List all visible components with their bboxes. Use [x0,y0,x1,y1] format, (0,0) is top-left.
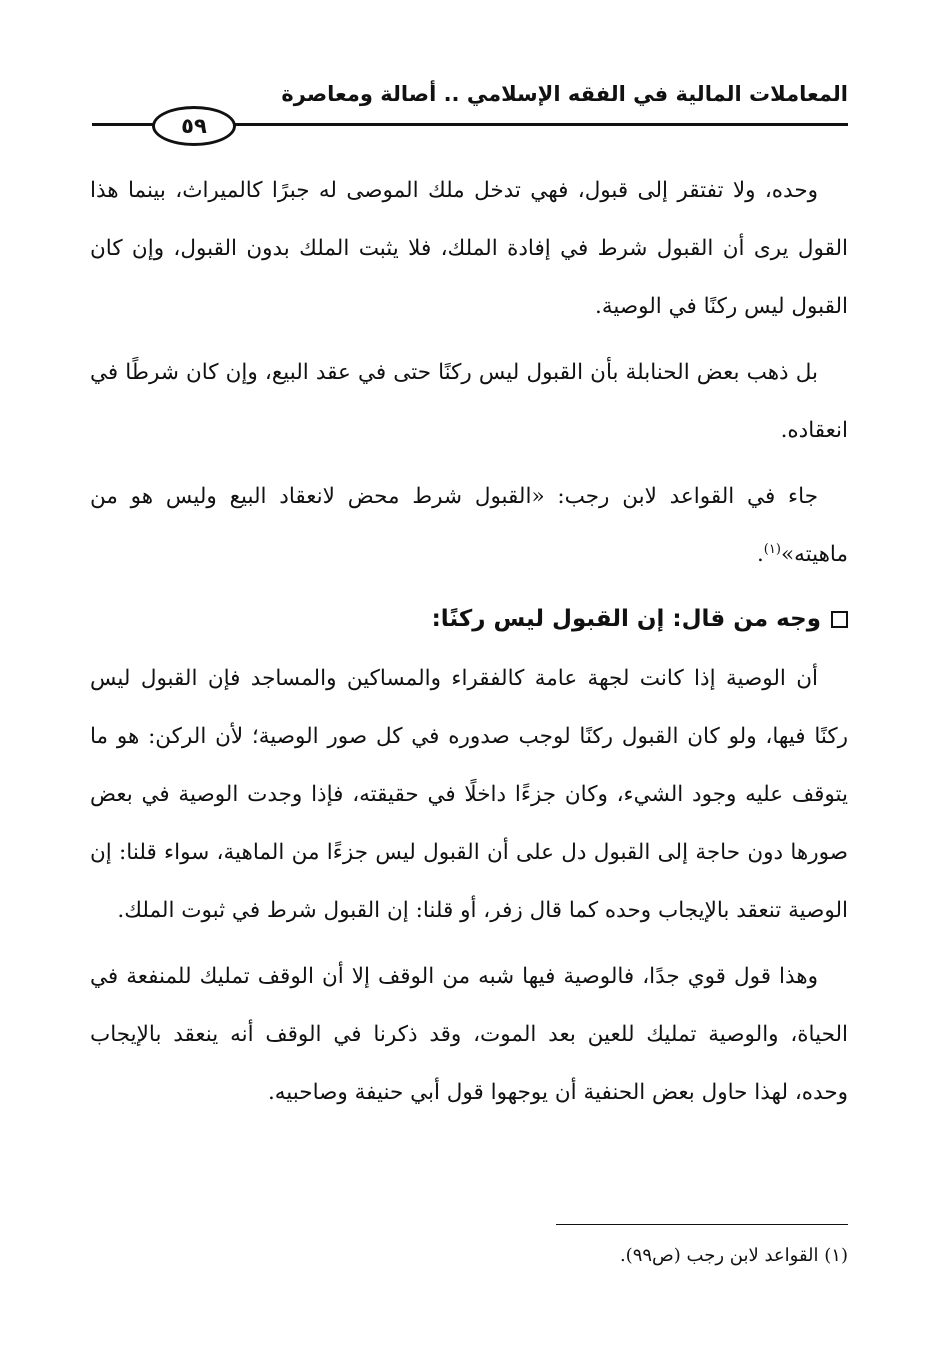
quotation-end: . [756,542,764,567]
paragraph-5: وهذا قول قوي جدًا، فالوصية فيها شبه من الوقف إلا أن الوقف تمليك للمنفعة في الحياة، والوصية تمليك للعين بعد الموت، وقد ذكرنا في الوقف أنه ينعقد بالإيجاب وحده، لهذا حاول بعض الحنفية أن يوجهوا قول أبي حنيفة وصاحبيه. [90,964,848,1105]
footnote-reference: (١) [763,541,781,557]
section-heading-text: وجه من قال: إن القبول ليس ركنًا: [431,606,821,632]
section-heading [90,590,848,648]
footnote: (١) القواعد لابن رجب (ص٩٩). [619,1245,848,1266]
paragraph-3 [90,468,848,584]
running-title: المعاملات المالية في الفقه الإسلامي .. أصالة ومعاصرة [281,82,848,106]
footnote-rule [556,1224,848,1225]
quotation-text: جاء في القواعد لابن رجب: «القبول شرط محض لانعقاد البيع وليس هو من ماهيته» [90,484,848,567]
paragraph-2: بل ذهب بعض الحنابلة بأن القبول ليس ركنًا حتى في عقد البيع، وإن كان شرطًا في انعقاده. [90,360,848,443]
body-text [90,162,848,1130]
paragraph-4: أن الوصية إذا كانت لجهة عامة كالفقراء والمساكين والمساجد فإن القبول ليس ركنًا فيها، ولو كان القبول ركنًا لوجب صدوره في كل صور الوصية؛ لأن الركن: هو ما يتوقف عليه وجود الشيء، وكان جزءًا داخلًا في حقيقته، فإذا وجدت الوصية في بعض صورها دون حاجة إلى القبول دل على أن القبول ليس جزءًا من الماهية، سواء قلنا: إن الوصية تنعقد بالإيجاب وحده كما قال زفر، أو قلنا: إن القبول شرط في ثبوت الملك. [90,666,848,923]
checkbox-icon [831,611,848,628]
paragraph-1: وحده، ولا تفتقر إلى قبول، فهي تدخل ملك الموصى له جبرًا كالميراث، بينما هذا القول يرى أن القبول شرط في إفادة الملك، فلا يثبت الملك بدون القبول، وإن كان القبول ليس ركنًا في الوصية. [90,178,848,319]
page-number: ٥٩ [152,106,236,146]
